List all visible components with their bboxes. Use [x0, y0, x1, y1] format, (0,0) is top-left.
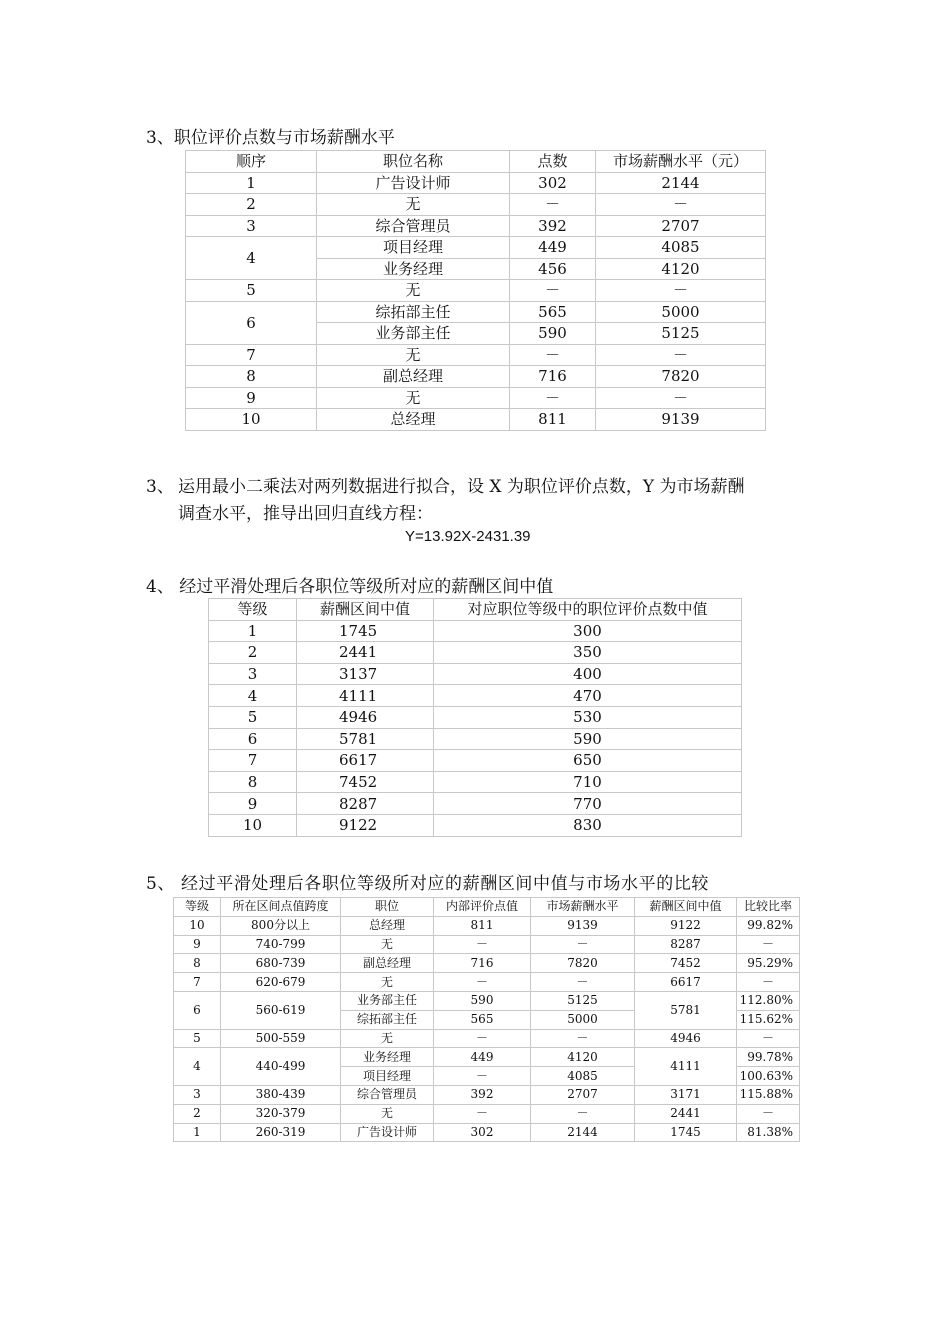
points-cell: 770 [434, 793, 742, 815]
title-cell: 无 [341, 1029, 434, 1048]
midpoint-cell: 9122 [297, 814, 434, 836]
order-cell: 1 [186, 172, 317, 194]
grade-cell: 10 [174, 916, 221, 935]
title-cell: 无 [317, 280, 510, 302]
grade-cell: 7 [209, 750, 297, 772]
midpoint-cell: 4111 [635, 1048, 737, 1086]
midpoint-cell: 1745 [297, 620, 434, 642]
table-row [186, 366, 766, 388]
title-cell: 项目经理 [317, 237, 510, 259]
salary-cell: 9139 [596, 409, 766, 431]
grade-cell: 9 [174, 935, 221, 954]
table-row [186, 409, 766, 431]
header-cell: 内部评价点值 [434, 898, 531, 917]
table-row [209, 771, 742, 793]
order-cell: 10 [186, 409, 317, 431]
table-header-row [174, 898, 800, 917]
internal-cell: － [434, 1029, 531, 1048]
table-row [209, 620, 742, 642]
table-row [186, 344, 766, 366]
title-cell: 综合管理员 [317, 215, 510, 237]
midpoint-cell: 4946 [297, 706, 434, 728]
midpoint-cell: 7452 [297, 771, 434, 793]
points-cell: 302 [510, 172, 596, 194]
points-cell: 710 [434, 771, 742, 793]
title-cell: 无 [317, 344, 510, 366]
title-cell: 项目经理 [341, 1067, 434, 1086]
table-row [174, 1029, 800, 1048]
salary-cell: 4120 [596, 258, 766, 280]
points-cell: 590 [434, 728, 742, 750]
paragraph-line: 运用最小二乘法对两列数据进行拟合，设 X 为职位评价点数，Y 为市场薪酬 [178, 477, 745, 497]
market-cell: － [531, 1029, 635, 1048]
ratio-cell: 112.80% [737, 991, 800, 1010]
grade-cell: 6 [209, 728, 297, 750]
section-heading-market-comparison: 5、 经过平滑处理后各职位等级所对应的薪酬区间中值与市场水平的比较 [146, 874, 710, 894]
internal-cell: － [434, 935, 531, 954]
table-row [186, 237, 766, 259]
internal-cell: 449 [434, 1048, 531, 1067]
table-row [186, 301, 766, 323]
range-cell: 380-439 [221, 1085, 341, 1104]
grade-cell: 2 [209, 642, 297, 664]
internal-cell: 392 [434, 1085, 531, 1104]
market-cell: 2144 [531, 1123, 635, 1142]
market-comparison-table [173, 897, 800, 1142]
points-cell: 590 [510, 323, 596, 345]
table-row [174, 916, 800, 935]
internal-cell: 811 [434, 916, 531, 935]
title-cell: 无 [341, 973, 434, 992]
table-row [209, 750, 742, 772]
table-row [174, 991, 800, 1010]
header-cell: 比较比率 [737, 898, 800, 917]
points-cell: 830 [434, 814, 742, 836]
title-cell: 总经理 [317, 409, 510, 431]
table-row [186, 387, 766, 409]
salary-cell: － [596, 280, 766, 302]
range-cell: 620-679 [221, 973, 341, 992]
midpoint-cell: 2441 [635, 1104, 737, 1123]
order-cell: 4 [186, 237, 317, 280]
header-cell: 市场薪酬水平（元） [596, 151, 766, 173]
market-cell: 5000 [531, 1010, 635, 1029]
midpoint-cell: 2441 [297, 642, 434, 664]
header-cell: 薪酬区间中值 [297, 599, 434, 621]
midpoint-cell: 4111 [297, 685, 434, 707]
grade-cell: 10 [209, 814, 297, 836]
title-cell: 业务部主任 [317, 323, 510, 345]
midpoint-cell: 6617 [297, 750, 434, 772]
grade-cell: 1 [209, 620, 297, 642]
points-cell: － [510, 194, 596, 216]
range-cell: 260-319 [221, 1123, 341, 1142]
midpoint-cell: 6617 [635, 973, 737, 992]
table-header-row [209, 599, 742, 621]
midpoint-cell: 5781 [297, 728, 434, 750]
grade-cell: 8 [209, 771, 297, 793]
header-cell: 顺序 [186, 151, 317, 173]
title-cell: 副总经理 [341, 954, 434, 973]
points-cell: － [510, 387, 596, 409]
market-cell: 4085 [531, 1067, 635, 1086]
table-row [209, 706, 742, 728]
midpoint-cell: 8287 [297, 793, 434, 815]
ratio-cell: 99.82% [737, 916, 800, 935]
order-cell: 6 [186, 301, 317, 344]
range-cell: 680-739 [221, 954, 341, 973]
ratio-cell: 95.29% [737, 954, 800, 973]
ratio-cell: 115.62% [737, 1010, 800, 1029]
midpoint-cell: 3137 [297, 663, 434, 685]
market-cell: － [531, 973, 635, 992]
salary-cell: 5125 [596, 323, 766, 345]
grade-cell: 5 [209, 706, 297, 728]
title-cell: 总经理 [341, 916, 434, 935]
order-cell: 8 [186, 366, 317, 388]
table-row [209, 663, 742, 685]
internal-cell: － [434, 1067, 531, 1086]
range-cell: 440-499 [221, 1048, 341, 1086]
table-row [186, 215, 766, 237]
points-cell: 650 [434, 750, 742, 772]
section-heading-points-salary: 3、职位评价点数与市场薪酬水平 [146, 128, 395, 148]
title-cell: 无 [341, 935, 434, 954]
table-row [186, 194, 766, 216]
salary-cell: 7820 [596, 366, 766, 388]
table-row [209, 642, 742, 664]
header-cell: 对应职位等级中的职位评价点数中值 [434, 599, 742, 621]
market-cell: 4120 [531, 1048, 635, 1067]
table-row [186, 280, 766, 302]
header-cell: 职位名称 [317, 151, 510, 173]
salary-cell: 4085 [596, 237, 766, 259]
table-row [174, 973, 800, 992]
section-number: 3、 [146, 477, 174, 497]
ratio-cell: 81.38% [737, 1123, 800, 1142]
points-cell: 400 [434, 663, 742, 685]
market-cell: 7820 [531, 954, 635, 973]
title-cell: 综合管理员 [341, 1085, 434, 1104]
order-cell: 3 [186, 215, 317, 237]
internal-cell: 565 [434, 1010, 531, 1029]
midpoint-cell: 8287 [635, 935, 737, 954]
table-row [174, 1104, 800, 1123]
order-cell: 7 [186, 344, 317, 366]
internal-cell: 302 [434, 1123, 531, 1142]
points-cell: 456 [510, 258, 596, 280]
table-row [209, 814, 742, 836]
ratio-cell: － [737, 935, 800, 954]
range-cell: 500-559 [221, 1029, 341, 1048]
title-cell: 广告设计师 [341, 1123, 434, 1142]
order-cell: 2 [186, 194, 317, 216]
table-row [174, 1085, 800, 1104]
regression-paragraph [178, 474, 818, 528]
header-cell: 职位 [341, 898, 434, 917]
table-row [174, 954, 800, 973]
grade-cell: 3 [174, 1085, 221, 1104]
grade-cell: 9 [209, 793, 297, 815]
internal-cell: 590 [434, 991, 531, 1010]
paragraph-line: 调查水平，推导出回归直线方程： [178, 504, 433, 524]
midpoint-cell: 1745 [635, 1123, 737, 1142]
grade-cell: 6 [174, 991, 221, 1029]
internal-cell: － [434, 973, 531, 992]
ratio-cell: － [737, 973, 800, 992]
salary-cell: － [596, 194, 766, 216]
midpoint-cell: 7452 [635, 954, 737, 973]
grade-cell: 5 [174, 1029, 221, 1048]
regression-formula: Y=13.92X-2431.39 [405, 528, 531, 545]
ratio-cell: 99.78% [737, 1048, 800, 1067]
internal-cell: 716 [434, 954, 531, 973]
market-cell: 2707 [531, 1085, 635, 1104]
internal-cell: － [434, 1104, 531, 1123]
salary-midpoint-table [208, 598, 742, 837]
title-cell: 副总经理 [317, 366, 510, 388]
salary-cell: － [596, 387, 766, 409]
title-cell: 无 [341, 1104, 434, 1123]
ratio-cell: 100.63% [737, 1067, 800, 1086]
grade-cell: 4 [174, 1048, 221, 1086]
header-cell: 薪酬区间中值 [635, 898, 737, 917]
header-cell: 市场薪酬水平 [531, 898, 635, 917]
range-cell: 740-799 [221, 935, 341, 954]
table-row [174, 935, 800, 954]
points-cell: 530 [434, 706, 742, 728]
midpoint-cell: 9122 [635, 916, 737, 935]
midpoint-cell: 3171 [635, 1085, 737, 1104]
title-cell: 业务经理 [317, 258, 510, 280]
midpoint-cell: 5781 [635, 991, 737, 1029]
points-cell: － [510, 280, 596, 302]
order-cell: 5 [186, 280, 317, 302]
ratio-cell: － [737, 1029, 800, 1048]
points-cell: 716 [510, 366, 596, 388]
table-row [209, 685, 742, 707]
table-row [186, 172, 766, 194]
points-cell: 811 [510, 409, 596, 431]
table-row [209, 793, 742, 815]
salary-cell: 2707 [596, 215, 766, 237]
table-row [209, 728, 742, 750]
header-cell: 点数 [510, 151, 596, 173]
salary-cell: － [596, 344, 766, 366]
points-cell: 350 [434, 642, 742, 664]
grade-cell: 2 [174, 1104, 221, 1123]
market-cell: 5125 [531, 991, 635, 1010]
header-cell: 等级 [209, 599, 297, 621]
points-cell: 470 [434, 685, 742, 707]
points-cell: － [510, 344, 596, 366]
points-salary-table [185, 150, 766, 431]
title-cell: 无 [317, 194, 510, 216]
grade-cell: 3 [209, 663, 297, 685]
header-cell: 所在区间点值跨度 [221, 898, 341, 917]
table-header-row [186, 151, 766, 173]
order-cell: 9 [186, 387, 317, 409]
grade-cell: 8 [174, 954, 221, 973]
section-heading-salary-midpoints: 4、 经过平滑处理后各职位等级所对应的薪酬区间中值 [146, 577, 554, 597]
table-row [174, 1123, 800, 1142]
market-cell: 9139 [531, 916, 635, 935]
ratio-cell: 115.88% [737, 1085, 800, 1104]
points-cell: 392 [510, 215, 596, 237]
market-cell: － [531, 1104, 635, 1123]
ratio-cell: － [737, 1104, 800, 1123]
title-cell: 综拓部主任 [317, 301, 510, 323]
title-cell: 业务部主任 [341, 991, 434, 1010]
range-cell: 560-619 [221, 991, 341, 1029]
market-cell: － [531, 935, 635, 954]
salary-cell: 5000 [596, 301, 766, 323]
salary-cell: 2144 [596, 172, 766, 194]
midpoint-cell: 4946 [635, 1029, 737, 1048]
grade-cell: 1 [174, 1123, 221, 1142]
points-cell: 449 [510, 237, 596, 259]
grade-cell: 7 [174, 973, 221, 992]
title-cell: 无 [317, 387, 510, 409]
points-cell: 300 [434, 620, 742, 642]
range-cell: 320-379 [221, 1104, 341, 1123]
header-cell: 等级 [174, 898, 221, 917]
table-row [174, 1048, 800, 1067]
title-cell: 综拓部主任 [341, 1010, 434, 1029]
grade-cell: 4 [209, 685, 297, 707]
points-cell: 565 [510, 301, 596, 323]
range-cell: 800分以上 [221, 916, 341, 935]
title-cell: 业务经理 [341, 1048, 434, 1067]
title-cell: 广告设计师 [317, 172, 510, 194]
